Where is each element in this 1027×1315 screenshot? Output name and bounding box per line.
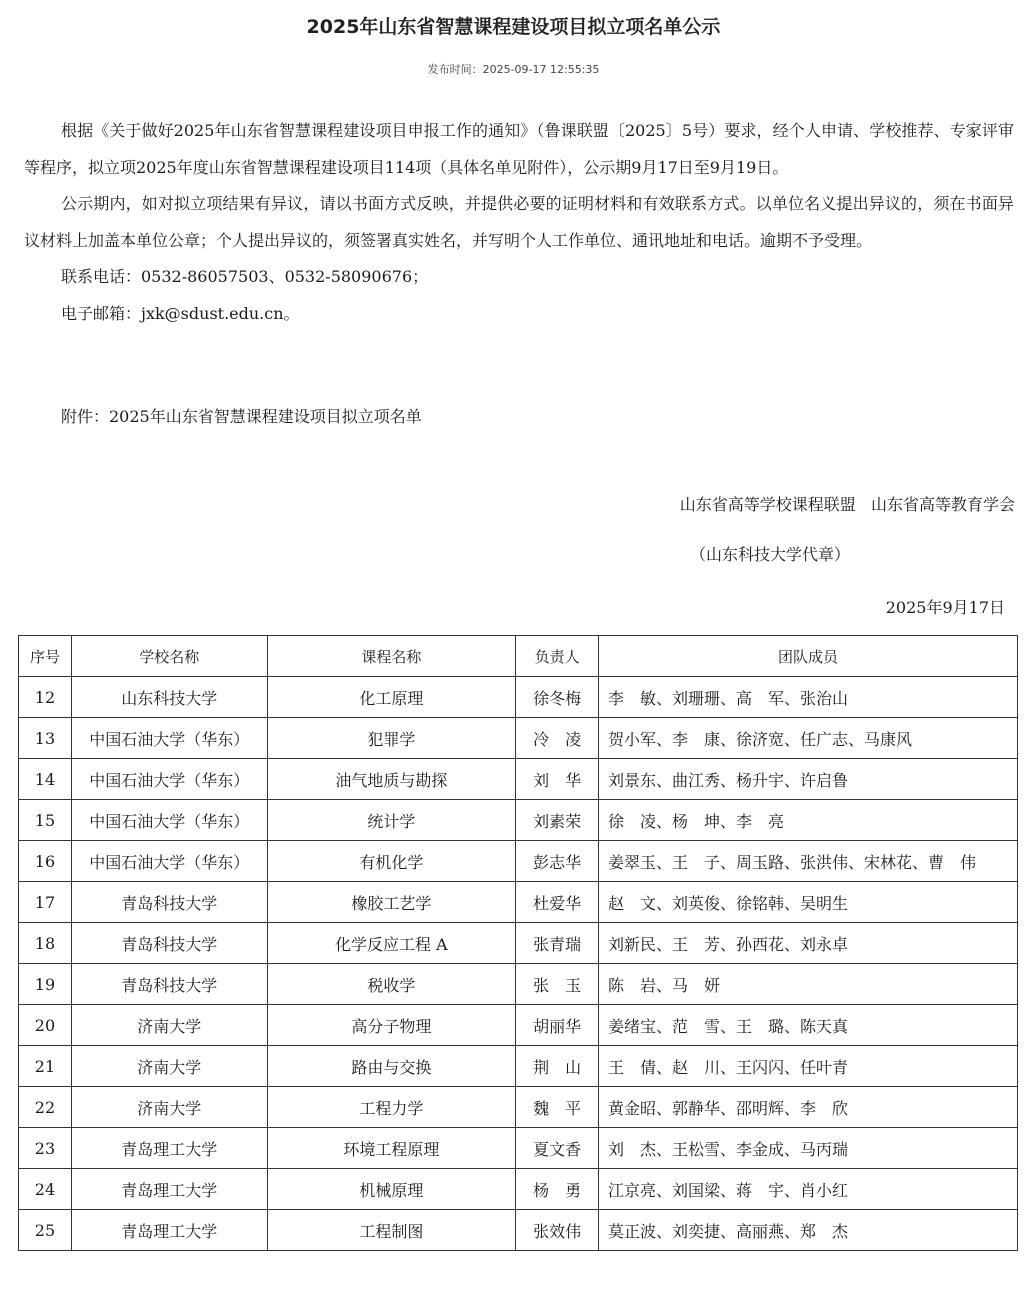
cell-course: 环境工程原理	[267, 1128, 516, 1169]
cell-course: 税收学	[267, 964, 516, 1005]
cell-course: 统计学	[267, 800, 516, 841]
cell-school: 济南大学	[71, 1087, 267, 1128]
cell-school: 中国石油大学（华东）	[71, 800, 267, 841]
cell-school: 中国石油大学（华东）	[71, 718, 267, 759]
cell-leader: 杨 勇	[516, 1169, 599, 1210]
cell-members: 姜翠玉、王 子、周玉路、张洪伟、宋林花、曹 伟	[599, 841, 1018, 882]
cell-school: 青岛科技大学	[71, 923, 267, 964]
cell-course: 工程力学	[267, 1087, 516, 1128]
cell-leader: 胡丽华	[516, 1005, 599, 1046]
table-row	[19, 800, 1018, 841]
header-course: 课程名称	[267, 636, 516, 677]
table-header-row	[19, 636, 1018, 677]
cell-course: 犯罪学	[267, 718, 516, 759]
cell-school: 青岛理工大学	[71, 1128, 267, 1169]
contact-phone: 联系电话：0532-86057503、0532-58090676；	[61, 267, 429, 286]
cell-index: 18	[19, 923, 72, 964]
cell-leader: 荆 山	[516, 1046, 599, 1087]
cell-leader: 夏文香	[516, 1128, 599, 1169]
page-title: 2025年山东省智慧课程建设项目拟立项名单公示	[306, 16, 721, 38]
cell-school: 山东科技大学	[71, 677, 267, 718]
cell-index: 15	[19, 800, 72, 841]
cell-leader: 张 玉	[516, 964, 599, 1005]
cell-school: 济南大学	[71, 1005, 267, 1046]
table-row	[19, 882, 1018, 923]
cell-course: 机械原理	[267, 1169, 516, 1210]
cell-index: 12	[19, 677, 72, 718]
cell-course: 橡胶工艺学	[267, 882, 516, 923]
cell-index: 17	[19, 882, 72, 923]
table-row	[19, 1087, 1018, 1128]
cell-school: 中国石油大学（华东）	[71, 841, 267, 882]
header-school: 学校名称	[71, 636, 267, 677]
cell-school: 济南大学	[71, 1046, 267, 1087]
table-row	[19, 1005, 1018, 1046]
table-row	[19, 841, 1018, 882]
cell-index: 13	[19, 718, 72, 759]
table-row	[19, 759, 1018, 800]
cell-leader: 刘 华	[516, 759, 599, 800]
cell-index: 21	[19, 1046, 72, 1087]
paragraph-objection: 公示期内，如对拟立项结果有异议，请以书面方式反映，并提供必要的证明材料和有效联系方式。以单位名义提出异议的，须在书面异议材料上加盖本单位公章；个人提出异议的，须签署真实姓名，并写明个人工作单位、通讯地址和电话。逾期不予受理。	[24, 194, 1014, 250]
issue-date: 2025年9月17日	[885, 598, 1005, 617]
table-row	[19, 923, 1018, 964]
cell-index: 25	[19, 1210, 72, 1251]
cell-index: 19	[19, 964, 72, 1005]
table-row	[19, 1169, 1018, 1210]
cell-members: 莫正波、刘奕捷、高丽燕、郑 杰	[599, 1210, 1018, 1251]
table-row	[19, 964, 1018, 1005]
cell-course: 化学反应工程 A	[267, 923, 516, 964]
table-row	[19, 1046, 1018, 1087]
cell-members: 刘新民、王 芳、孙西花、刘永卓	[599, 923, 1018, 964]
issuer-seal-note: （山东科技大学代章）	[690, 545, 851, 564]
cell-members: 贺小军、李 康、徐济宽、任广志、马康风	[599, 718, 1018, 759]
cell-leader: 徐冬梅	[516, 677, 599, 718]
cell-index: 23	[19, 1128, 72, 1169]
cell-members: 刘景东、曲江秀、杨升宇、许启鲁	[599, 759, 1018, 800]
cell-school: 中国石油大学（华东）	[71, 759, 267, 800]
header-leader: 负责人	[516, 636, 599, 677]
cell-members: 徐 凌、杨 坤、李 亮	[599, 800, 1018, 841]
issuer-names: 山东省高等学校课程联盟 山东省高等教育学会	[679, 495, 1015, 514]
cell-leader: 冷 凌	[516, 718, 599, 759]
cell-school: 青岛理工大学	[71, 1169, 267, 1210]
cell-index: 20	[19, 1005, 72, 1046]
table-body	[19, 677, 1018, 1251]
cell-course: 路由与交换	[267, 1046, 516, 1087]
cell-index: 22	[19, 1087, 72, 1128]
table-row	[19, 1128, 1018, 1169]
cell-course: 油气地质与勘探	[267, 759, 516, 800]
cell-members: 黄金昭、郭静华、邵明辉、李 欣	[599, 1087, 1018, 1128]
cell-leader: 刘素荣	[516, 800, 599, 841]
cell-leader: 张效伟	[516, 1210, 599, 1251]
cell-members: 李 敏、刘珊珊、高 军、张治山	[599, 677, 1018, 718]
cell-school: 青岛科技大学	[71, 964, 267, 1005]
cell-leader: 魏 平	[516, 1087, 599, 1128]
cell-leader: 杜爱华	[516, 882, 599, 923]
table-row	[19, 718, 1018, 759]
cell-school: 青岛科技大学	[71, 882, 267, 923]
cell-index: 14	[19, 759, 72, 800]
attachment-link[interactable]: 附件：2025年山东省智慧课程建设项目拟立项名单	[61, 407, 422, 426]
header-members: 团队成员	[599, 636, 1018, 677]
cell-course: 工程制图	[267, 1210, 516, 1251]
cell-course: 高分子物理	[267, 1005, 516, 1046]
project-list-table	[18, 635, 1018, 1251]
cell-members: 王 倩、赵 川、王闪闪、任叶青	[599, 1046, 1018, 1087]
header-index: 序号	[19, 636, 72, 677]
publish-time: 发布时间：2025-09-17 12:55:35	[427, 63, 600, 76]
cell-members: 刘 杰、王松雪、李金成、马丙瑞	[599, 1128, 1018, 1169]
cell-leader: 张青瑞	[516, 923, 599, 964]
paragraph-basis: 根据《关于做好2025年山东省智慧课程建设项目申报工作的通知》（鲁课联盟〔2025〕5号）要求，经个人申请、学校推荐、专家评审等程序，拟立项2025年度山东省智慧课程建设项目114项（具体名单见附件），公示期9月17日至9月19日。	[24, 121, 1014, 177]
cell-members: 陈 岩、马 妍	[599, 964, 1018, 1005]
cell-index: 16	[19, 841, 72, 882]
table-row	[19, 1210, 1018, 1251]
cell-index: 24	[19, 1169, 72, 1210]
cell-members: 江京亮、刘国梁、蒋 宇、肖小红	[599, 1169, 1018, 1210]
table-row	[19, 677, 1018, 718]
cell-members: 赵 文、刘英俊、徐铭韩、吴明生	[599, 882, 1018, 923]
cell-course: 化工原理	[267, 677, 516, 718]
notice-body	[24, 113, 1014, 332]
cell-members: 姜绪宝、范 雪、王 璐、陈天真	[599, 1005, 1018, 1046]
contact-email: 电子邮箱：jxk@sdust.edu.cn。	[61, 303, 300, 323]
cell-leader: 彭志华	[516, 841, 599, 882]
cell-school: 青岛理工大学	[71, 1210, 267, 1251]
cell-course: 有机化学	[267, 841, 516, 882]
